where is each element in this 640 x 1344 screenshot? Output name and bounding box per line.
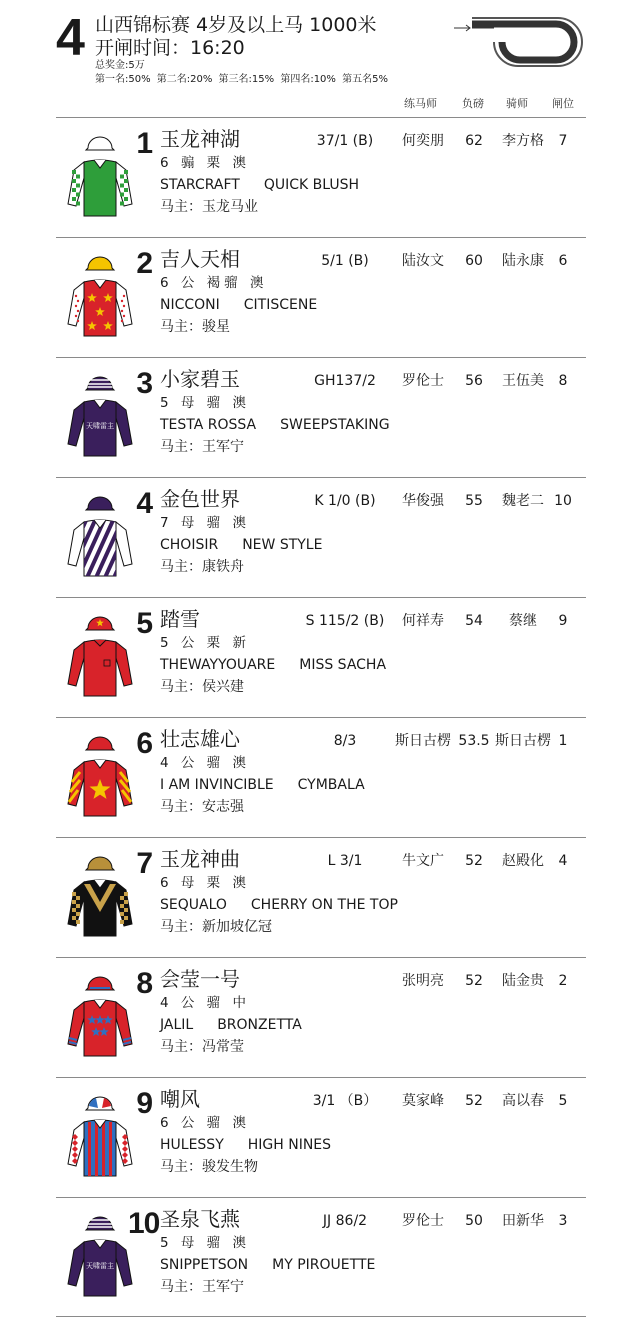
owner: 马主：康铁舟 <box>160 559 244 575</box>
runner-number: 9 <box>136 1087 152 1120</box>
draw: 5 <box>558 1093 568 1109</box>
odds: JJ 86/2 <box>322 1213 368 1229</box>
jockey: 田新华 <box>502 1213 544 1229</box>
sire: SEQUALO <box>160 897 227 913</box>
weight: 52 <box>465 973 483 989</box>
owner: 马主：安志强 <box>160 799 244 815</box>
weight: 54 <box>465 613 483 629</box>
runner-row <box>56 237 586 357</box>
horse-info: 5 公 栗 新 <box>160 635 250 651</box>
runner-row <box>56 357 586 477</box>
odds: K 1/0 (B) <box>314 493 376 509</box>
horse-name: 嘲风 <box>160 1087 200 1111</box>
pedigree <box>160 1256 375 1274</box>
prize-split: 第一名:50% 第二名:20% 第三名:15% 第四名:10% 第五名5% <box>95 74 388 85</box>
jockey: 王伍美 <box>502 373 544 389</box>
horse-name: 吉人天相 <box>160 247 240 271</box>
col-header-trainer: 练马师 <box>404 97 437 110</box>
sire: STARCRAFT <box>160 177 240 193</box>
owner: 马主：新加坡亿冠 <box>160 919 272 935</box>
runner-row <box>56 1077 586 1197</box>
col-header-jockey: 骑师 <box>506 97 528 110</box>
horse-name: 小家碧玉 <box>160 367 240 391</box>
trainer: 斯日古楞 <box>395 733 451 749</box>
horse-info: 7 母 骝 澳 <box>160 515 250 531</box>
sire: NICCONI <box>160 297 220 313</box>
horse-info: 4 公 骝 澳 <box>160 755 250 771</box>
draw: 10 <box>554 493 572 509</box>
horse-info: 5 母 骝 澳 <box>160 1235 250 1251</box>
race-header <box>0 0 640 118</box>
horse-name: 圣泉飞燕 <box>160 1207 240 1231</box>
sire: CHOISIR <box>160 537 219 553</box>
weight: 62 <box>465 133 483 149</box>
trainer: 华俊强 <box>402 493 444 509</box>
sire: I AM INVINCIBLE <box>160 777 274 793</box>
trainer: 罗伦士 <box>402 1213 444 1229</box>
owner: 马主：侯兴建 <box>160 679 244 695</box>
runner-row <box>56 957 586 1077</box>
runner-row <box>56 837 586 957</box>
pedigree <box>160 536 322 554</box>
race-number: 4 <box>56 9 85 67</box>
jockey: 陆金贵 <box>502 973 544 989</box>
jockey: 陆永康 <box>502 253 544 269</box>
runner-number: 6 <box>136 727 152 760</box>
dam: QUICK BLUSH <box>263 177 360 193</box>
owner: 马主：王军宁 <box>160 1279 244 1295</box>
odds: GH137/2 <box>314 373 376 389</box>
trainer: 罗伦士 <box>402 373 444 389</box>
pedigree <box>160 1016 302 1034</box>
weight: 50 <box>465 1213 483 1229</box>
runner-number: 5 <box>136 607 152 640</box>
runner-number: 10 <box>128 1207 160 1240</box>
jockey: 赵殿化 <box>502 853 544 869</box>
pedigree <box>160 296 317 314</box>
trainer: 陆汝文 <box>402 253 444 269</box>
owner: 马主：骏星 <box>160 319 230 335</box>
draw: 1 <box>558 733 568 749</box>
odds: L 3/1 <box>327 853 363 869</box>
draw: 9 <box>558 613 568 629</box>
horse-name: 金色世界 <box>160 487 240 511</box>
runner-number: 2 <box>136 247 152 280</box>
horse-info: 6 骟 栗 澳 <box>160 155 250 171</box>
jockey: 李方格 <box>502 133 544 149</box>
dam: BRONZETTA <box>217 1017 302 1033</box>
pedigree <box>160 656 386 674</box>
sire: SNIPPETSON <box>160 1257 249 1273</box>
horse-info: 6 母 栗 澳 <box>160 875 250 891</box>
weight: 55 <box>465 493 483 509</box>
pedigree <box>160 1136 331 1154</box>
svg-text:天啸雷主: 天啸雷主 <box>86 1262 114 1270</box>
pedigree <box>160 416 390 434</box>
horse-name: 会莹一号 <box>160 967 240 991</box>
race-title: 山西锦标赛 4岁及以上马 1000米 <box>95 14 377 36</box>
horse-info: 6 公 褐骝 澳 <box>160 275 268 291</box>
weight: 53.5 <box>458 733 490 749</box>
jockey: 蔡继 <box>509 613 537 629</box>
draw: 6 <box>558 253 568 269</box>
trainer: 牛文广 <box>402 853 444 869</box>
dam: CYMBALA <box>297 777 365 793</box>
pedigree <box>160 176 359 194</box>
runner-row <box>56 477 586 597</box>
divider <box>56 1316 586 1317</box>
odds: S 115/2 (B) <box>305 613 385 629</box>
sire: TESTA ROSSA <box>160 417 257 433</box>
dam: HIGH NINES <box>247 1137 332 1153</box>
race-prize: 总奖金:5万 <box>95 60 145 71</box>
runner-row <box>56 717 586 837</box>
dam: MISS SACHA <box>299 657 387 673</box>
sire: JALIL <box>160 1017 194 1033</box>
dam: MY PIROUETTE <box>272 1257 376 1273</box>
runner-row <box>56 597 586 717</box>
draw: 4 <box>558 853 568 869</box>
horse-info: 5 母 骝 澳 <box>160 395 250 411</box>
horse-name: 玉龙神曲 <box>160 847 240 871</box>
dam: SWEEPSTAKING <box>280 417 390 433</box>
trainer: 莫家峰 <box>402 1093 444 1109</box>
trainer: 何奕朋 <box>402 133 444 149</box>
pedigree <box>160 776 365 794</box>
odds: 3/1 （B） <box>312 1093 378 1109</box>
runner-row <box>56 1197 586 1317</box>
runner-number: 1 <box>136 127 152 160</box>
draw: 7 <box>558 133 568 149</box>
horse-name: 壮志雄心 <box>160 727 240 751</box>
odds: 8/3 <box>333 733 357 749</box>
runner-number: 3 <box>136 367 152 400</box>
draw: 3 <box>558 1213 568 1229</box>
svg-text:天啸雷主: 天啸雷主 <box>86 422 114 430</box>
col-header-weight: 负磅 <box>462 97 484 110</box>
weight: 52 <box>465 853 483 869</box>
owner: 马主：王军宁 <box>160 439 244 455</box>
weight: 52 <box>465 1093 483 1109</box>
sire: HULESSY <box>160 1137 224 1153</box>
owner: 马主：玉龙马业 <box>160 199 258 215</box>
runner-row <box>56 117 586 237</box>
col-header-draw: 闸位 <box>552 97 574 110</box>
sire: THEWAYYOUARE <box>160 657 276 673</box>
pedigree <box>160 896 398 914</box>
dam: CHERRY ON THE TOP <box>250 897 398 913</box>
owner: 马主：冯常莹 <box>160 1039 244 1055</box>
runner-number: 7 <box>136 847 152 880</box>
odds: 37/1 (B) <box>316 133 374 149</box>
horse-name: 踏雪 <box>160 607 200 631</box>
horse-name: 玉龙神湖 <box>160 127 240 151</box>
jockey: 斯日古楞 <box>495 733 551 749</box>
draw: 8 <box>558 373 568 389</box>
dam: NEW STYLE <box>242 537 323 553</box>
weight: 60 <box>465 253 483 269</box>
runner-number: 8 <box>136 967 152 1000</box>
trainer: 张明亮 <box>402 973 444 989</box>
runner-number: 4 <box>136 487 152 520</box>
jockey: 魏老二 <box>502 493 544 509</box>
draw: 2 <box>558 973 568 989</box>
horse-info: 6 公 骝 澳 <box>160 1115 250 1131</box>
horse-info: 4 公 骝 中 <box>160 995 250 1011</box>
odds: 5/1 (B) <box>321 253 369 269</box>
track-map-icon <box>448 10 588 74</box>
owner: 马主：骏发生物 <box>160 1159 258 1175</box>
weight: 56 <box>465 373 483 389</box>
dam: CITISCENE <box>243 297 318 313</box>
trainer: 何祥寿 <box>402 613 444 629</box>
jockey: 高以春 <box>502 1093 544 1109</box>
race-start-time: 开闸时间：16:20 <box>95 37 245 59</box>
